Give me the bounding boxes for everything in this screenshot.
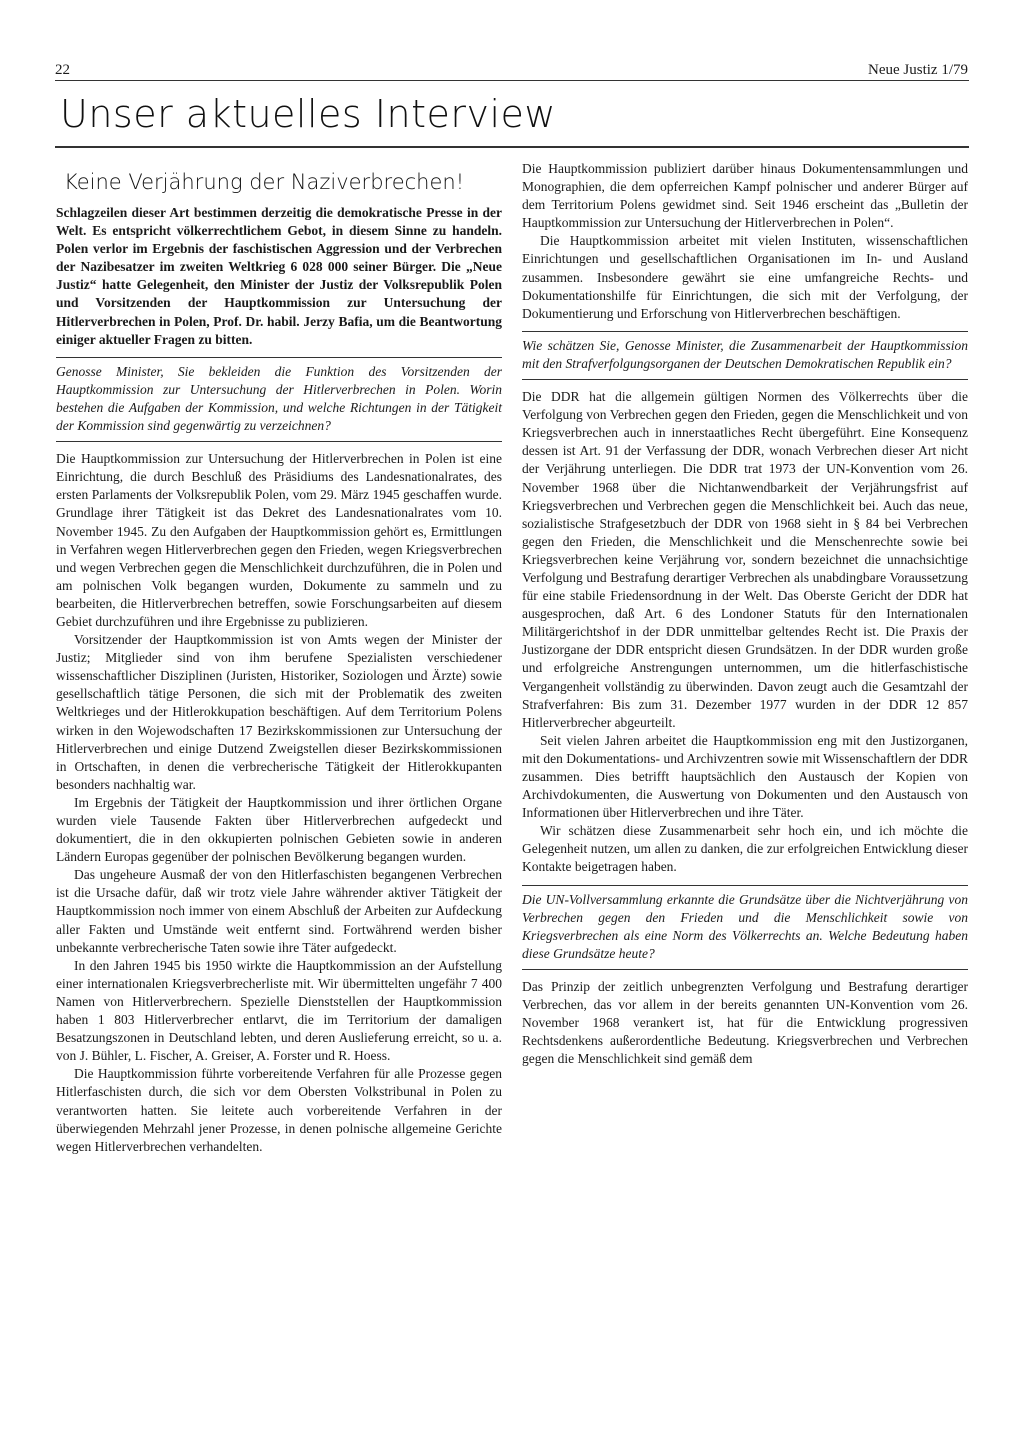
paragraph: Im Ergebnis der Tätigkeit der Hauptkommission und ihrer örtlichen Organe wurden viele Tausende Fakten über Hitlerverbrechen aufgedeckt und dokumentiert, die in den okkupierten polnischen Gebieten sowie in anderen Ländern Europas gegenüber der polnischen Bevölkerung begangen wurden. — [56, 794, 502, 865]
paragraph: Die DDR hat die allgemein gültigen Normen des Völkerrechts über die Verfolgung von Verbrechen gegen den Frieden, gegen die Menschlichkeit und von Kriegsverbrechen auch in innerstaatliches Recht übergeführt. Eine Konsequenz dessen ist Art. 91 der Verfassung der DDR, wonach Verbrechen dieser Art nicht der Verjährung unterliegen. Die DDR trat 1973 der UN-Konvention vom 26. November 1968 über die Nichtanwendbarkeit der Verjährungsfrist auf Kriegsverbrechen und Verbrechen gegen die Menschlichkeit bei. Auch das neue, sozialistische Strafgesetzbuch der DDR von 1968 sieht in § 84 bei Verbrechen gegen den Frieden, die Menschlichkeit und die Menschenrechte sowie bei Kriegsverbrechen keine Verjährung vor, sondern bezeichnet die unnachsichtige Verfolgung und Bestrafung derartiger Verbrechen als unabdingbare Voraussetzung für eine stabile Friedensordnung in der Welt. Das Oberste Gericht der DDR hat ausgesprochen, daß Art. 6 des Londoner Statuts für den Internationalen Militärgerichtshof in der DDR unmittelbar geltendes Recht ist. Die Praxis der Justizorgane der DDR entspricht diesen Grundsätzen. In der DDR wurden große und erfolgreiche Anstrengungen unternommen, um die hitlerfaschistische Vergangenheit vollständig zu überwinden. Davon zeugt auch die Gesamtzahl der Strafverfahren: Bis zum 31. Dezember 1977 wurden in der DDR 12 857 Hitlerverbrecher abgeurteilt. — [522, 389, 968, 730]
lead-paragraph: Schlagzeilen dieser Art bestimmen derzeitig die demokratische Presse in der Welt. Es entspricht völkerrechtlichem Gebot, in diesem Sinne zu handeln. Polen verlor im Ergebnis der faschistischen Aggression und der Verbrechen der Nazibesatzer im zweiten Weltkrieg 6 028 000 seiner Bürger. Die „Neue Justiz“ hatte Gelegenheit, den Minister der Justiz der Volksrepublik Polen und Vorsitzenden der Hauptkommission zur Untersuchung der Hitlerverbrechen in Polen, Prof. Dr. habil. Jerzy Bafia, um die Beantwortung einiger aktueller Fragen zu bitten. — [56, 205, 502, 347]
answer-1-part-b — [522, 160, 968, 323]
header-rule — [55, 80, 969, 81]
paragraph: Die Hauptkommission arbeitet mit vielen Instituten, wissenschaftlichen Einrichtungen und gesellschaftlichen Organisationen im In- und Ausland zusammen. Insbesondere gewährt sie eine umfangreiche Rechts- und Dokumentationshilfe für Einrichtungen, die sich mit der Verfolgung, der Dokumentierung und Erforschung von Hitlerverbrechen beschäftigen. — [522, 233, 968, 321]
left-column — [56, 160, 502, 1156]
answer-2 — [522, 388, 968, 877]
paragraph: Das ungeheure Ausmaß der von den Hitlerfaschisten begangenen Verbrechen ist die Ursache dafür, daß wir trotz viele Jahre währender aktiver Tätigkeit der Hauptkommission noch immer von einem Abschluß der Arbeiten zur Aufdeckung aller Fakten und Umstände weit entfernt sind. Fortwährend werden bisher unbekannte verbrecherische Taten sowie ihre Täter aufgedeckt. — [56, 867, 502, 955]
title-rule — [55, 146, 969, 148]
paragraph: Die Hauptkommission publiziert darüber hinaus Dokumentensammlungen und Monographien, die dem opferreichen Kampf polnischer und anderer Bürger auf dem Territorium Polens gewidmet sind. Seit 1946 erscheint das „Bulletin der Hauptkommission zur Untersuchung der Hitlerverbrechen in Polen“. — [522, 161, 968, 231]
paragraph: Wir schätzen diese Zusammenarbeit sehr hoch ein, und ich möchte die Gelegenheit nutzen, um allen zu danken, die zur erfolgreichen Entwicklung dieser Kontakte beigetragen haben. — [522, 823, 968, 875]
paragraph: Seit vielen Jahren arbeitet die Hauptkommission eng mit den Justizorganen, mit den Dokumentations- und Archivzentren sowie mit Wissenschaftlern der DDR zusammen. Dies betrifft hauptsächlich den Austausch der Kopien von Archivdokumenten, die Auswertung von Dokumenten und den Austausch von Informationen über Hitlerverbrechen und ihre Täter. — [522, 732, 968, 821]
article-headline: Keine Verjährung der Naziverbrechen! — [64, 170, 465, 194]
right-column — [522, 160, 968, 1068]
journal-issue: Neue Justiz 1/79 — [868, 62, 968, 78]
page-number: 22 — [55, 62, 70, 78]
answer-1-part-a — [56, 450, 502, 1156]
paragraph: Vorsitzender der Hauptkommission ist von Amts wegen der Minister der Justiz; Mitglieder sind von ihm berufene Spezialisten verschiedener wissenschaftlicher Disziplinen (Juristen, Historiker, Soziologen und Ärzte) sowie gesellschaftlich tätige Personen, die sich mit der Problematik des zweiten Weltkrieges und der Hitlerokkupation beschäftigen. Auf dem Territorium Polens wirken in den Wojewodschaften 17 Bezirkskommissionen zur Untersuchung der Hitlerverbrechen und einige Dutzend Zweigstellen dieser Bezirkskommissionen in Ortschaften, in denen die verbrecherische Tätigkeit der Hitlerokkupanten besonders nachhaltig war. — [56, 632, 502, 792]
question-2: Wie schätzen Sie, Genosse Minister, die Zusammenarbeit der Hauptkommission mit den Strafverfolgungsorganen der Deutschen Demokratischen Republik ein? — [522, 331, 968, 380]
question-1: Genosse Minister, Sie bekleiden die Funktion des Vorsitzenden der Hauptkommission zur Untersuchung der Hitlerverbrechen in Polen. Worin bestehen die Aufgaben der Kommission, und welche Richtungen in der Tätigkeit der Kommission sind gegenwärtig zu verzeichnen? — [56, 357, 502, 442]
paragraph: Die Hauptkommission führte vorbereitende Verfahren für alle Prozesse gegen Hitlerfaschisten durch, die sich vor dem Obersten Volkstribunal in Polen zu verantworten hatten. Sie leitete auch vorbereitende Verfahren in der überwiegenden Mehrzahl jener Prozesse, in denen polnische allgemeine Gerichte wegen Hitlerverbrechen verhandelten. — [56, 1066, 502, 1154]
paragraph: Das Prinzip der zeitlich unbegrenzten Verfolgung und Bestrafung derartiger Verbrechen, das vor allem in der bereits genannten UN-Konvention vom 26. November 1968 verankert ist, hat für die Entwicklung progressiven Rechtsdenkens außerordentliche Bedeutung. Kriegsverbrechen und Verbrechen gegen die Menschlichkeit sind gemäß dem — [522, 978, 968, 1067]
section-title: Unser aktuelles Interview — [60, 92, 556, 136]
answer-3 — [522, 978, 968, 1068]
paragraph: Die Hauptkommission zur Untersuchung der Hitlerverbrechen in Polen ist eine Einrichtung, die durch Beschluß des Präsidiums des Landesnationalrates, des ersten Parlaments der Volksrepublik Polen, vom 29. März 1945 geschaffen wurde. Grundlage ihrer Tätigkeit ist das Dekret des Landesnationalrates vom 10. November 1945. Zu den Aufgaben der Hauptkommission gehört es, Ermittlungen in Verfahren wegen Hitlerverbrechen gegen den Frieden, wegen Kriegsverbrechen und wegen Verbrechen gegen die Menschlichkeit durchzuführen, die in Polen und am polnischen Volk begangen wurden, Dokumente zu sammeln und zu bearbeiten, die Hitlerverbrechen betreffen, sowie Forschungsarbeiten auf diesem Gebiet durchzuführen und ihre Ergebnisse zu publizieren. — [56, 451, 502, 629]
question-3: Die UN-Vollversammlung erkannte die Grundsätze über die Nichtverjährung von Verbrechen gegen den Frieden und die Menschlichkeit sowie von Kriegsverbrechen als eine Norm des Völkerrechts an. Welche Bedeutung haben diese Grundsätze heute? — [522, 885, 968, 970]
paragraph: In den Jahren 1945 bis 1950 wirkte die Hauptkommission an der Aufstellung einer internationalen Kriegsverbrecherliste mit. Wir übermittelten ungefähr 7 400 Namen von Hitlerverbrechern. Spezielle Dienststellen der Hauptkommission haben 1 803 Hitlerverbrecher entlarvt, die im Territorium der damaligen Besatzungszonen in Deutschland lebten, und deren Auslieferung erreicht, so u. a. von J. Bühler, L. Fischer, A. Greiser, A. Forster und R. Hoess. — [56, 957, 502, 1064]
